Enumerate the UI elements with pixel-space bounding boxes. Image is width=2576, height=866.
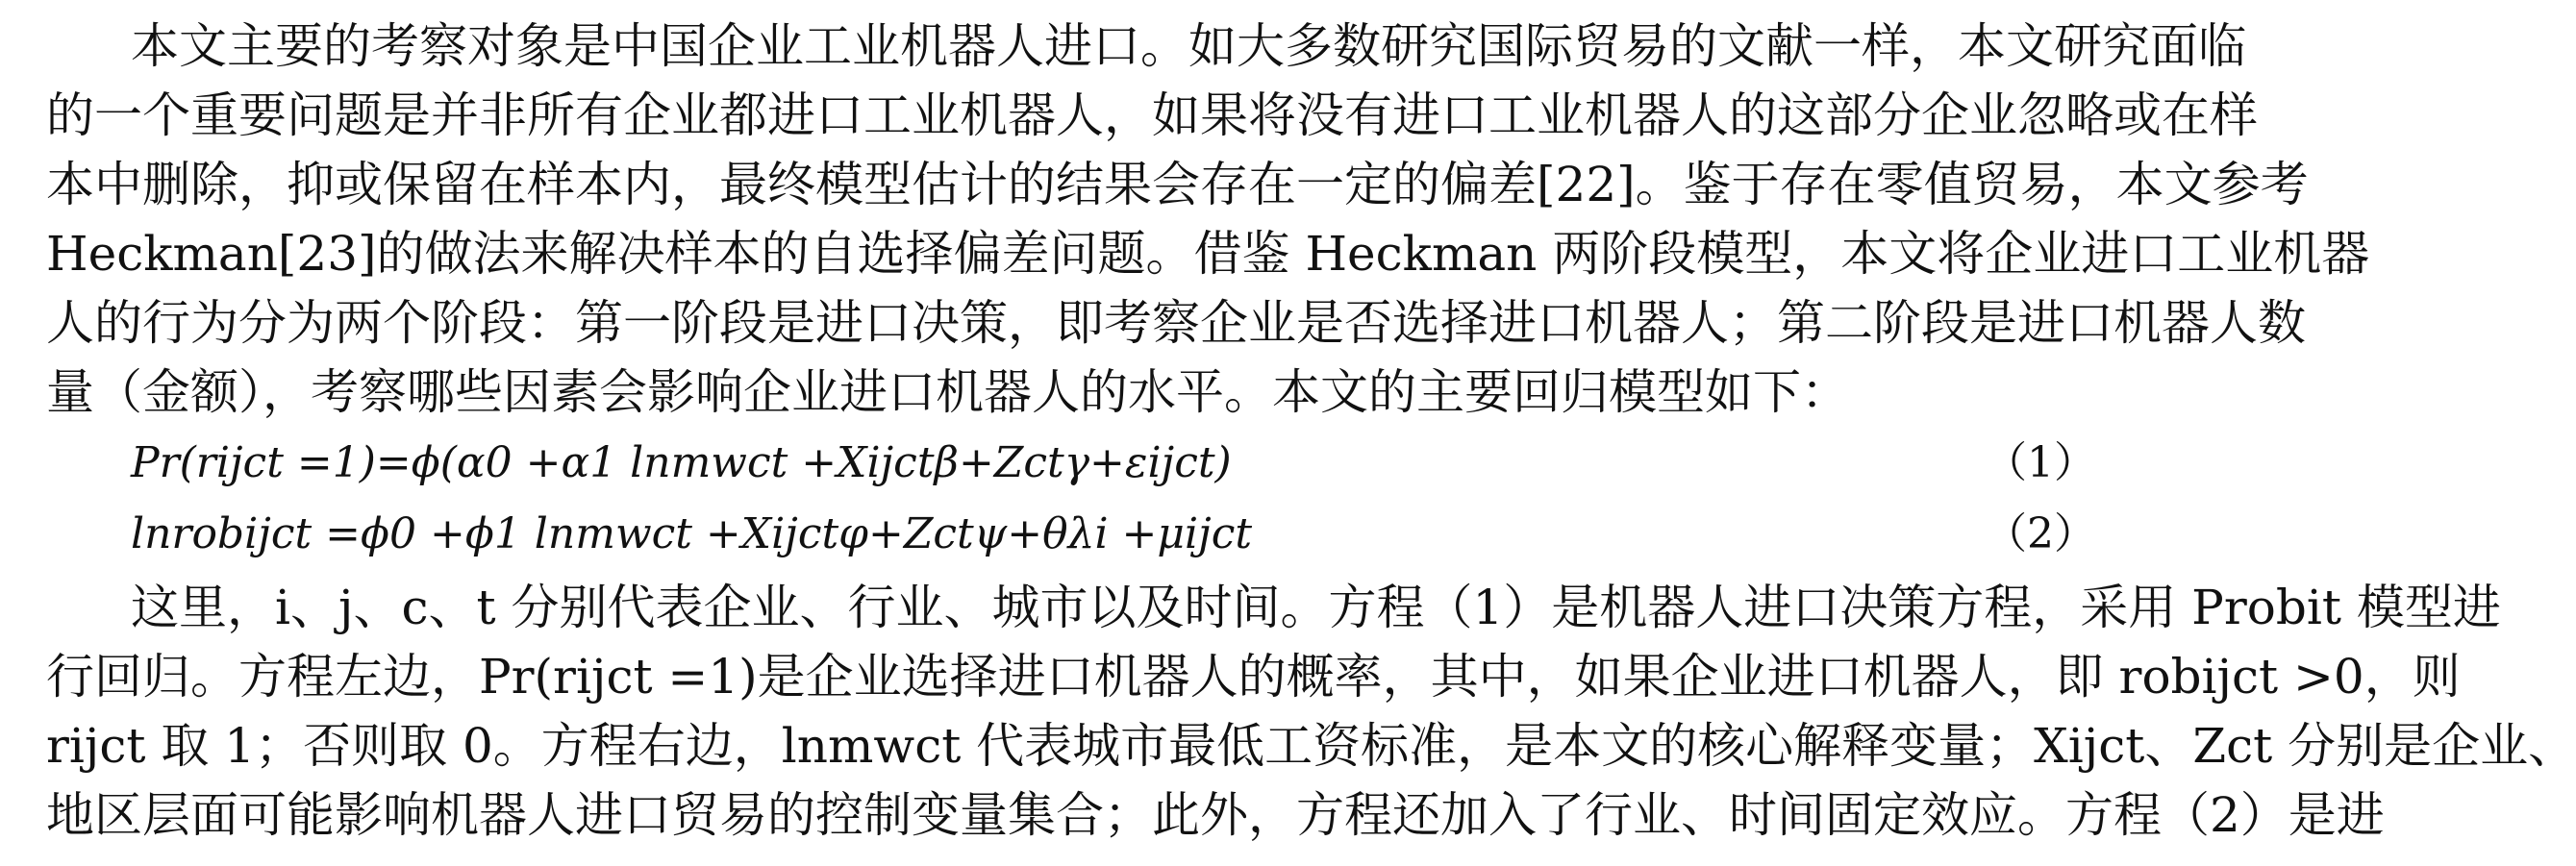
equation-number-1: （1） [1985,438,2096,487]
paragraph-line: 本文主要的考察对象是中国企业工业机器人进口。如大多数研究国际贸易的文献一样，本文研究面临 [131,18,2246,74]
paragraph-line: 量（金额），考察哪些因素会影响企业进口机器人的水平。本文的主要回归模型如下： [46,364,1849,420]
equation-number-2: （2） [1985,509,2096,558]
paragraph-line: 地区层面可能影响机器人进口贸易的控制变量集合；此外，方程还加入了行业、时间固定效应。方程（2）是进 [46,787,2385,843]
equation-1: Pr(rijct =1)=ϕ(α0 +α1 lnmwct +Xijctβ+Zctγ+εijct) [131,438,1232,487]
paragraph-line: 行回归。方程左边，Pr(rijct =1)是企业选择进口机器人的概率，其中，如果企业进口机器人，即 robijct >0，则 [46,649,2461,705]
paragraph-line: Heckman[23]的做法来解决样本的自选择偏差问题。借鉴 Heckman 两阶段模型，本文将企业进口工业机器 [46,226,2370,282]
paragraph-line: 本中删除，抑或保留在样本内，最终模型估计的结果会存在一定的偏差[22]。鉴于存在零值贸易，本文参考 [46,157,2309,212]
paragraph-line: 这里，i、j、c、t 分别代表企业、行业、城市以及时间。方程（1）是机器人进口决策方程，采用 Probit 模型进 [131,580,2501,635]
equation-2: lnrobijct =ϕ0 +ϕ1 lnmwct +Xijctφ+Zctψ+θλi +μijct [131,509,1253,558]
paragraph-line: rijct 取 1；否则取 0。方程右边，lnmwct 代表城市最低工资标准，是本文的核心解释变量；Xijct、Zct 分别是企业、 [46,718,2576,774]
paragraph-line: 人的行为分为两个阶段：第一阶段是进口决策，即考察企业是否选择进口机器人；第二阶段是进口机器人数 [46,295,2306,351]
paragraph-line: 的一个重要问题是并非所有企业都进口工业机器人，如果将没有进口工业机器人的这部分企业忽略或在样 [46,87,2258,143]
